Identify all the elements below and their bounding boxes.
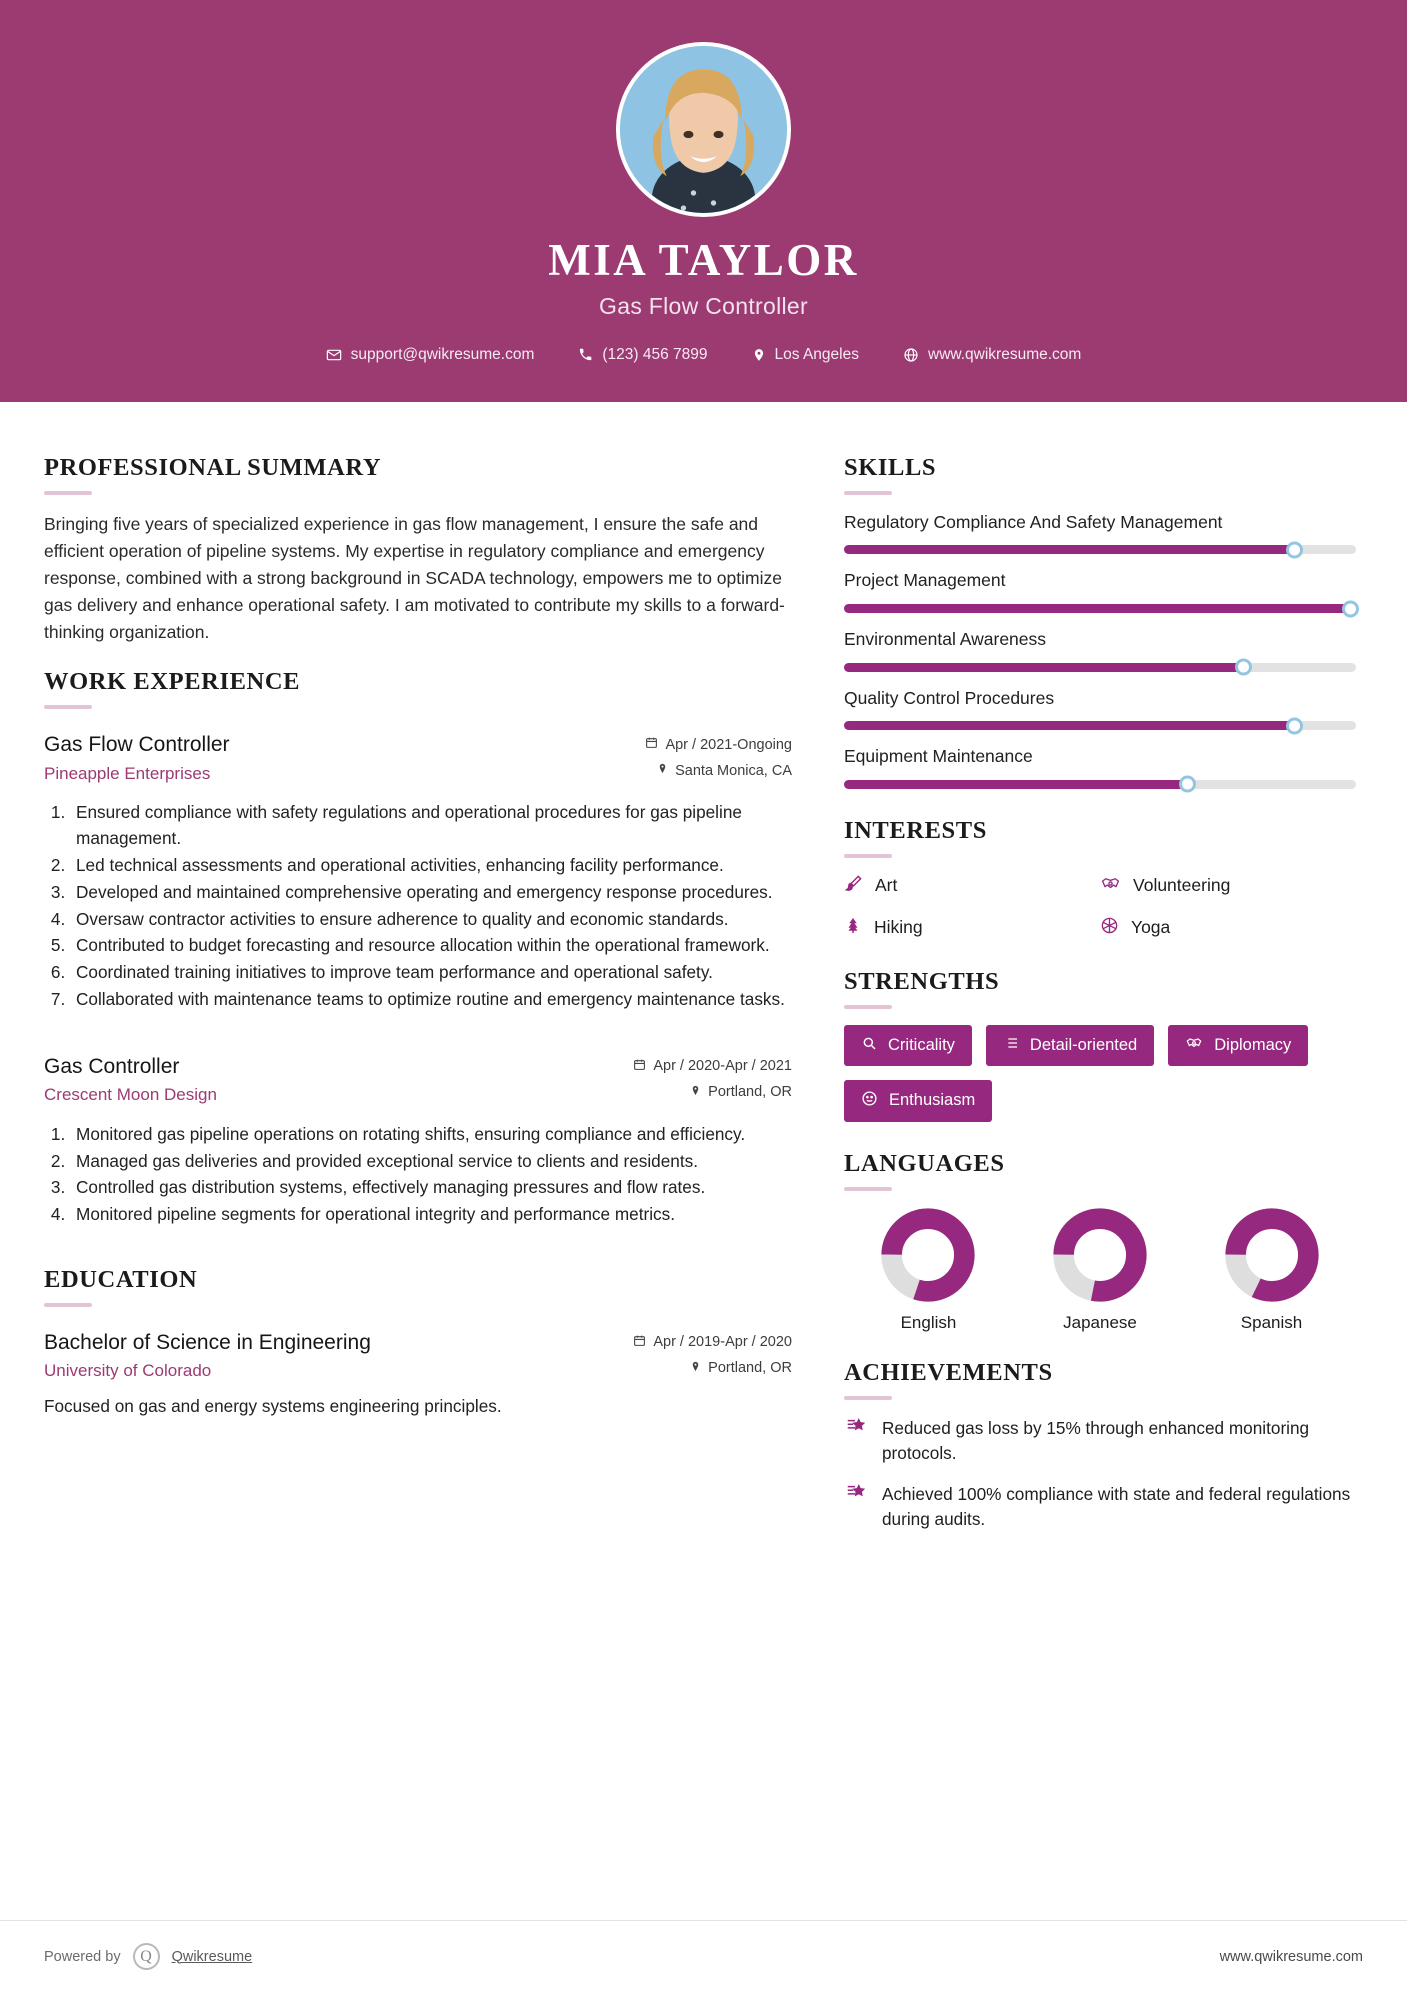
qwikresume-link[interactable]: Qwikresume [171,1948,253,1965]
strength-chip [986,1025,1154,1066]
skill-bar-knob [1342,600,1359,617]
education-description: Focused on gas and energy systems engineering principles. [44,1395,502,1416]
summary-text: Bringing five years of specialized experience in gas flow management, I ensure the safe and efficient operation of pipeline systems. My expertise in regulatory compliance and emergency response, combined with a strong background in SCADA technology, empowers me to optimize gas delivery and enhance operational safety. I am motivated to contribute my skills to a forward-thinking organization. [44,513,785,643]
job-dates [592,736,792,753]
calendar-icon [633,1058,646,1075]
strength-chip [844,1025,972,1066]
contact-phone[interactable] [556,346,729,364]
page-title: MIA TAYLOR [548,235,859,285]
powered-by [44,1943,252,1970]
skill-label: Equipment Maintenance [844,746,1033,767]
interest-label: Volunteering [1133,875,1231,896]
calendar-icon [633,1334,646,1351]
job-location [592,762,792,779]
skill-bar [844,780,1356,789]
section-rule [44,1303,92,1307]
job-bullet: 2. Managed gas deliveries and provided exceptional service to clients and residents. [70,1149,792,1175]
skill-label: Quality Control Procedures [844,687,1055,708]
skill-label: Environmental Awareness [844,629,1047,649]
skill-bar-fill [844,604,1351,613]
avatar [616,42,791,217]
job-title: Gas Flow Controller [599,292,808,319]
strength-label: Diplomacy [1214,1035,1292,1054]
skill-bar-knob [1179,776,1196,793]
education-entry [44,1329,792,1417]
section-title-languages: LANGUAGES [844,1149,1005,1177]
award-star-icon [844,1482,868,1532]
yoga-icon [1100,916,1119,940]
job-role: Gas Flow Controller [44,733,230,757]
contact-email[interactable] [304,346,557,364]
achievement-text: Achieved 100% compliance with state and federal regulations during audits. [882,1483,1351,1529]
section-title-strengths: STRENGTHS [844,967,1000,995]
section-title-interests: INTERESTS [844,816,987,844]
achievement-item [844,1482,1356,1532]
job-bullet: 3. Controlled gas distribution systems, effectively managing pressures and flow rates. [70,1175,792,1201]
education-location [592,1360,792,1377]
language-donut [1052,1207,1148,1303]
work-entry [44,731,792,1012]
job-company: Crescent Moon Design [44,1085,217,1105]
language-label: Japanese [1063,1312,1137,1332]
smiley-icon [861,1090,878,1112]
paintbrush-icon [844,874,863,898]
pin-icon [690,1360,701,1377]
job-bullets [70,1122,792,1228]
contact-website[interactable] [881,346,1103,364]
list-icon [1003,1035,1019,1056]
skill-bar [844,604,1356,613]
skill-bar-knob [1286,717,1303,734]
interests-list [844,874,1356,958]
phone-icon [578,347,593,362]
skill-item [844,745,1356,789]
skill-item [844,569,1356,613]
skill-bar [844,663,1356,672]
job-location-text: Santa Monica, CA [675,762,792,779]
job-role: Gas Controller [44,1054,180,1078]
award-star-icon [844,1416,868,1466]
skill-item [844,628,1356,672]
work-entry [44,1053,792,1228]
calendar-icon [645,736,658,753]
skill-bar [844,545,1356,554]
handshake-icon [1185,1035,1203,1056]
job-bullet: 4. Monitored pipeline segments for operational integrity and performance metrics. [70,1202,792,1228]
contact-phone-text: (123) 456 7899 [602,345,708,363]
skill-bar-fill [844,721,1295,730]
interest-label: Art [875,875,898,896]
skill-bar-knob [1235,659,1252,676]
contact-row [0,346,1407,364]
language-label: Spanish [1240,1312,1303,1332]
strengths-list [844,1025,1356,1122]
skill-bar [844,721,1356,730]
skill-bar-fill [844,545,1295,554]
job-dates [592,1058,792,1075]
job-bullet: 5. Contributed to budget forecasting and resource allocation within the operational framework. [70,933,792,959]
language-donut [1224,1207,1320,1303]
skill-label: Regulatory Compliance And Safety Management [844,511,1223,532]
globe-icon [903,347,919,363]
skill-item [844,687,1356,731]
strength-chip [844,1080,992,1122]
skill-bar-fill [844,780,1187,789]
interest-label: Yoga [1131,917,1171,938]
job-bullet: 1. Monitored gas pipeline operations on rotating shifts, ensuring compliance and efficiency. [70,1122,792,1148]
interest-item [844,916,1100,940]
section-title-achievements: ACHIEVEMENTS [844,1358,1053,1386]
skill-bar-fill [844,663,1243,672]
language-item [1016,1207,1185,1333]
section-title-work: WORK EXPERIENCE [44,668,301,696]
handshake-icon [1100,874,1121,898]
section-rule [844,1005,892,1009]
contact-location-text: Los Angeles [774,345,859,363]
job-bullet: 3. Developed and maintained comprehensive operating and emergency response procedures. [70,880,792,906]
interest-item [844,874,1100,898]
search-icon [861,1035,877,1056]
interest-item [1100,916,1356,940]
language-label: English [900,1312,957,1332]
resume-header [0,0,1407,402]
education-degree: Bachelor of Science in Engineering [44,1330,371,1354]
job-bullet: 4. Oversaw contractor activities to ensure adherence to quality and economic standards. [70,907,792,933]
language-donut [880,1207,976,1303]
section-title-summary: PROFESSIONAL SUMMARY [44,453,382,481]
education-dates [592,1334,792,1351]
pin-icon [657,762,668,779]
mail-icon [326,347,342,363]
qwikresume-logo-icon: Q [133,1943,160,1970]
section-title-education: EDUCATION [44,1265,198,1293]
strength-label: Enthusiasm [889,1091,976,1110]
language-item [844,1207,1013,1333]
right-column [844,432,1356,1920]
tree-icon [844,916,862,940]
interest-label: Hiking [874,917,923,938]
job-dates-text: Apr / 2021-Ongoing [665,736,792,753]
contact-location[interactable] [730,346,881,364]
contact-website-text: www.qwikresume.com [928,345,1082,363]
strength-label: Detail-oriented [1029,1035,1138,1054]
strength-label: Criticality [888,1035,955,1054]
language-item [1187,1207,1356,1333]
achievement-item [844,1416,1356,1466]
education-dates-text: Apr / 2019-Apr / 2020 [653,1334,792,1351]
job-bullets [70,800,792,1012]
job-bullet: 7. Collaborated with maintenance teams to optimize routine and emergency maintenance tasks. [70,987,792,1013]
skill-bar-knob [1286,541,1303,558]
left-column [44,432,792,1920]
powered-label: Powered by [44,1948,121,1965]
job-location [592,1084,792,1101]
education-location-text: Portland, OR [708,1360,792,1377]
resume-body [0,402,1407,1920]
section-rule [44,491,92,495]
section-rule [844,1396,892,1400]
job-company: Pineapple Enterprises [44,763,211,783]
education-school: University of Colorado [44,1361,212,1381]
job-dates-text: Apr / 2020-Apr / 2021 [653,1058,792,1075]
skill-item [844,511,1356,555]
section-rule [844,1187,892,1191]
achievements-list [844,1416,1356,1532]
footer-url: www.qwikresume.com [1219,1948,1363,1965]
job-bullet: 2. Led technical assessments and operational activities, enhancing facility performance. [70,853,792,879]
contact-email-text: support@qwikresume.com [350,345,535,363]
job-location-text: Portland, OR [708,1084,792,1101]
section-rule [844,491,892,495]
interest-item [1100,874,1356,898]
job-bullet: 1. Ensured compliance with safety regulations and operational procedures for gas pipeline management. [70,800,792,852]
section-rule [844,854,892,858]
languages-list [844,1207,1356,1333]
footer [0,1920,1407,1990]
location-icon [752,347,766,363]
section-title-skills: SKILLS [844,453,937,481]
job-bullet: 6. Coordinated training initiatives to improve team performance and operational safety. [70,960,792,986]
achievement-text: Reduced gas loss by 15% through enhanced monitoring protocols. [882,1417,1310,1463]
pin-icon [690,1084,701,1101]
skill-label: Project Management [844,570,1006,591]
strength-chip [1168,1025,1308,1066]
section-rule [44,705,92,709]
